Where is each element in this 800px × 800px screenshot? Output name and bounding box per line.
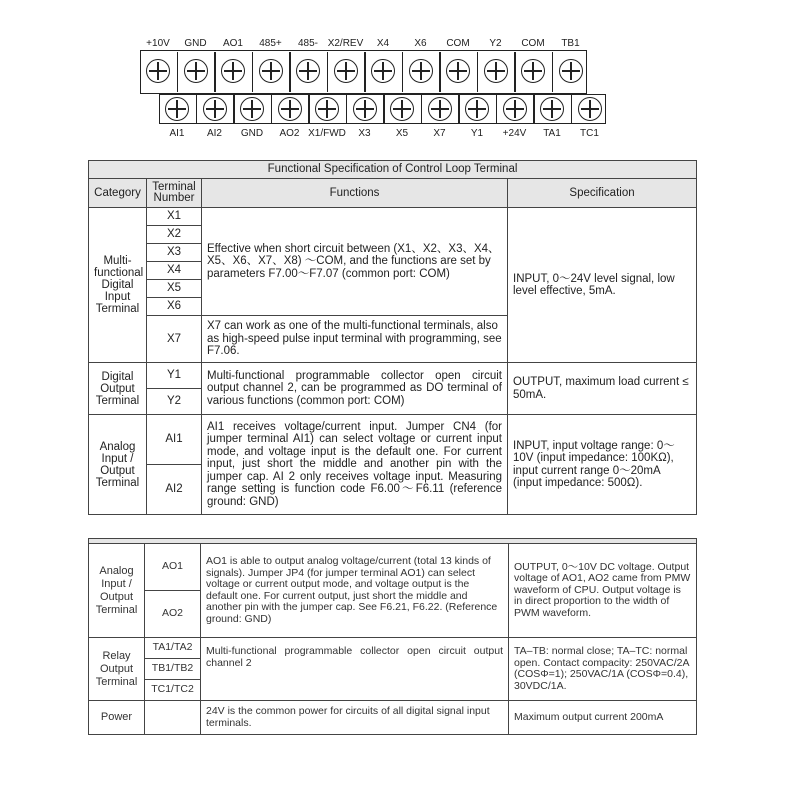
- terminal-y2: Y2: [147, 389, 202, 415]
- bottom-terminal-label: AI1: [169, 128, 185, 139]
- terminal-divider: [233, 95, 235, 123]
- bottom-terminal-label: X3: [358, 128, 371, 139]
- analog-input-spec: INPUT, input voltage range: 0～10V (input impedance: 100KΩ), input current range 0～20mA (input impedance: 500Ω).: [508, 415, 697, 515]
- digital-output-spec: OUTPUT, maximum load current ≤ 50mA.: [508, 363, 697, 415]
- analog-output-function: AO1 is able to output analog voltage/current (total 13 kinds of signals). Jumper JP4 (for jumper terminal AO1) can select voltage or current output mode, and voltage output is the default one. For current output, just short the middle and another pin with the jumper cap. See F6.21, F6.22. (Reference ground: GND): [201, 544, 509, 638]
- top-terminal-label: COM: [446, 38, 470, 49]
- screw-icon: [240, 97, 264, 121]
- control-loop-spec-table: [88, 160, 697, 515]
- analog-output-spec: OUTPUT, 0～10V DC voltage. Output voltage of AO1, AO2 came from PMW waveform of CPU. Output voltage is in direct proportion to the width of PWM waveform.: [509, 544, 697, 638]
- terminal-divider: [327, 52, 329, 92]
- top-terminal-label: 485-: [297, 38, 318, 49]
- terminal-x3: X3: [147, 244, 202, 262]
- terminal-divider: [458, 95, 460, 123]
- screw-icon: [484, 59, 508, 83]
- header-specification: Specification: [508, 179, 697, 208]
- terminal-x5: X5: [147, 280, 202, 298]
- terminal-divider: [402, 52, 404, 92]
- terminal-divider: [439, 52, 441, 92]
- relay-function: Multi-functional programmable collector open circuit output channel 2: [201, 638, 509, 701]
- category-analog-output: Analog Input / Output Terminal: [89, 544, 145, 638]
- terminal-ai1: AI1: [147, 415, 202, 465]
- terminal-divider: [514, 52, 516, 92]
- screw-icon: [465, 97, 489, 121]
- top-terminal-label: Y2: [489, 38, 502, 49]
- bottom-terminal-label: GND: [240, 128, 264, 139]
- top-terminal-label: X2/REV: [327, 38, 364, 49]
- screw-icon: [390, 97, 414, 121]
- terminal-divider: [196, 95, 198, 123]
- screw-icon: [428, 97, 452, 121]
- top-terminal-label: X6: [414, 38, 427, 49]
- terminal-divider: [364, 52, 366, 92]
- bottom-terminal-label: +24V: [502, 128, 527, 139]
- screw-icon: [146, 59, 170, 83]
- terminal-divider: [289, 52, 291, 92]
- terminal-divider: [252, 52, 254, 92]
- terminal-divider: [346, 95, 348, 123]
- screw-icon: [503, 97, 527, 121]
- terminal-x6: X6: [147, 298, 202, 316]
- terminal-x4: X4: [147, 262, 202, 280]
- screw-icon: [559, 59, 583, 83]
- bottom-terminal-label: AO2: [279, 128, 300, 139]
- screw-icon: [334, 59, 358, 83]
- category-relay-output: Relay Output Terminal: [89, 638, 145, 701]
- terminal-y1: Y1: [147, 363, 202, 389]
- terminal-spec-table-continued: [88, 538, 697, 735]
- screw-icon: [371, 59, 395, 83]
- terminal-divider: [552, 52, 554, 92]
- screw-icon: [521, 59, 545, 83]
- screw-icon: [409, 59, 433, 83]
- power-function: 24V is the common power for circuits of all digital signal input terminals.: [201, 701, 509, 735]
- top-terminal-label: GND: [184, 38, 207, 49]
- digital-input-spec: INPUT, 0～24V level signal, low level effective, 5mA.: [508, 208, 697, 363]
- screw-icon: [259, 59, 283, 83]
- table-title: Functional Specification of Control Loop Terminal: [89, 161, 697, 179]
- terminal-divider: [214, 52, 216, 92]
- analog-input-function: AI1 receives voltage/current input. Jumper CN4 (for jumper terminal AI1) can select voltage or current input mode, and voltage input is the default one. For current input, just short the middle and another pin with the jumper cap. AI 2 only receives voltage input. Measuring range setting is function code F6.00～F6.11 (reference ground: GND): [202, 415, 508, 515]
- terminal-tc: TC1/TC2: [145, 680, 201, 701]
- bottom-terminal-label: Y1: [470, 128, 484, 139]
- terminal-divider: [496, 95, 498, 123]
- header-category: Category: [89, 179, 147, 208]
- screw-icon: [184, 59, 208, 83]
- screw-icon: [203, 97, 227, 121]
- category-digital-input: Multi-functional Digital Input Terminal: [89, 208, 147, 363]
- relay-spec: TA–TB: normal close; TA–TC: normal open. Contact compacity: 250VAC/2A (COSΦ=1); 250VAC/1A (COSΦ=0.4), 30VDC/1A.: [509, 638, 697, 701]
- bottom-terminal-label: X1/FWD: [308, 128, 346, 139]
- screw-icon: [296, 59, 320, 83]
- screw-icon: [540, 97, 564, 121]
- terminal-x2: X2: [147, 226, 202, 244]
- terminal-divider: [383, 95, 385, 123]
- screw-icon: [578, 97, 602, 121]
- screw-icon: [446, 59, 470, 83]
- bottom-terminal-label: AI2: [206, 128, 222, 139]
- header-terminal-number: Terminal Number: [147, 179, 202, 208]
- top-terminal-label: X4: [376, 38, 390, 49]
- terminal-divider: [308, 95, 310, 123]
- terminal-divider: [477, 52, 479, 92]
- digital-output-function: Multi-functional programmable collector open circuit output channel 2, can be programmed as DO terminal of various functions (common port: COM): [202, 363, 508, 415]
- bottom-terminal-label: TC1: [580, 128, 599, 139]
- bottom-terminal-label: TA1: [543, 128, 561, 139]
- screw-icon: [353, 97, 377, 121]
- terminal-x7: X7: [147, 316, 202, 363]
- terminal-divider: [271, 95, 273, 123]
- header-functions: Functions: [202, 179, 508, 208]
- bottom-terminal-label: X5: [395, 128, 409, 139]
- category-digital-output: Digital Output Terminal: [89, 363, 147, 415]
- screw-icon: [165, 97, 189, 121]
- top-terminal-label: 485+: [259, 38, 282, 49]
- top-terminal-label: AO1: [222, 38, 243, 49]
- terminal-ao1: AO1: [145, 544, 201, 591]
- digital-input-function: Effective when short circuit between (X1、X2、X3、X4、X5、X6、X7、X8) ～COM, and the functions are set by parameters F7.00～F7.07 (common port: COM): [202, 208, 508, 316]
- terminal-divider: [571, 95, 573, 123]
- top-terminal-label: +10V: [146, 38, 170, 49]
- terminal-divider: [533, 95, 535, 123]
- terminal-divider: [421, 95, 423, 123]
- screw-icon: [221, 59, 245, 83]
- top-terminal-label: COM: [521, 38, 545, 49]
- category-analog-input: Analog Input / Output Terminal: [89, 415, 147, 515]
- screw-icon: [278, 97, 302, 121]
- terminal-ai2: AI2: [147, 465, 202, 515]
- terminal-power: [145, 701, 201, 735]
- screw-icon: [315, 97, 339, 121]
- terminal-tb: TB1/TB2: [145, 659, 201, 680]
- power-spec: Maximum output current 200mA: [509, 701, 697, 735]
- terminal-x1: X1: [147, 208, 202, 226]
- top-terminal-label: TB1: [561, 38, 580, 49]
- terminal-ao2: AO2: [145, 591, 201, 638]
- category-power: Power: [89, 701, 145, 735]
- terminal-ta: TA1/TA2: [145, 638, 201, 659]
- x7-function: X7 can work as one of the multi-functional terminals, also as high-speed pulse input terminal with programming, see F7.06.: [202, 316, 508, 363]
- bottom-terminal-label: X7: [433, 128, 446, 139]
- terminal-divider: [177, 52, 179, 92]
